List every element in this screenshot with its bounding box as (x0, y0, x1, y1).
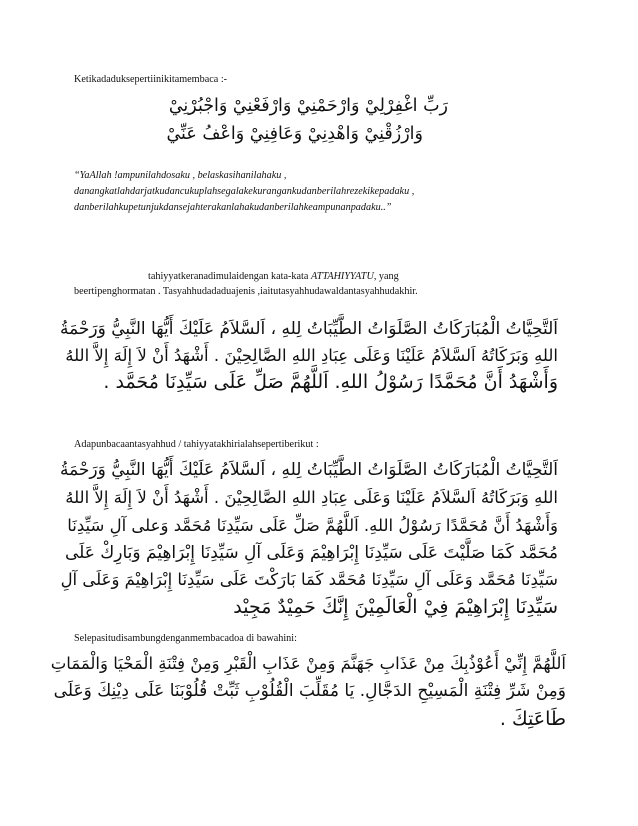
translation-line-2 (74, 184, 414, 200)
tahiyyat-akhir-line-2: اللهِ وَبَرَكَاتُهُ اَلسَّلاَمُ عَلَيْنَا وَعَلَى عِبَادِ اللهِ الصَّالِحِيْنَ . أَشْهَدُ أَنْ لاَ إِلَهَ إِلاَّ اللهُ (65, 488, 558, 507)
tahiyyat-akhir-line-5: سَيِّدِنَا مُحَمَّد وَعَلَى آلِ سَيِّدِنَا مُحَمَّد كَمَا بَارَكْتَ عَلَى سَيِّدِنَا إِبْرَاهِيْمَ وَعَلَى آلِ (60, 570, 558, 589)
translation-block (74, 168, 414, 216)
tahiyyat-awal-line-3: وَأَشْهَدُ أَنَّ مُحَمَّدًا رَسُوْلُ اللهِ. اَللَّهُمَّ صَلِّ عَلَى سَيِّدِنَا مُحَمَّد . (103, 371, 558, 393)
tahiyyat-intro-pre: tahiyyatkeranadimulaidengan kata-kata (148, 271, 311, 282)
tahiyyat-akhir-line-4: مُحَمَّد كَمَا صَلَّيْتَ عَلَى سَيِّدِنَا إِبْرَاهِيْمَ وَعَلَى آلِ سَيِّدِنَا إِبْرَاهِيْمَ وَبَارِكْ عَلَى (64, 543, 558, 563)
tahiyyat-intro-line-2: beertipenghormatan . Tasyahhudadaduajenis ,iaitutasyahhudawaldantasyahhudakhir. (74, 286, 418, 297)
tahiyyat-intro-post: , yang (373, 271, 399, 282)
translation-line-2b: danberilahrezekikepadaku , (301, 186, 415, 197)
tahiyyat-awal-line-2: اللهِ وَبَرَكَاتُهُ اَلسَّلاَمُ عَلَيْنَا وَعَلَى عِبَادِ اللهِ الصَّالِحِيْنَ . أَشْهَدُ أَنْ لاَ إِلَهَ إِلاَّ اللهُ (65, 346, 558, 365)
dua-line-1: رَبِّ اغْفِرْلِيْ وَارْحَمْنِيْ وَارْفَعْنِيْ وَاجْبُرْنِيْ (168, 96, 448, 116)
tahiyyat-intro-emph: ATTAHIYYATU (310, 271, 374, 282)
tahiyyat-akhir-line-3: وَأَشْهَدُ أَنَّ مُحَمَّدًا رَسُوْلُ اللهِ. اَللَّهُمَّ صَلِّ عَلَى سَيِّدِنَا مُحَمَّد وَعلى آلِ سَيِّدِنَا (67, 516, 558, 535)
doa-intro-text: Selepasitudisambungdenganmembacadoa di bawahini: (74, 633, 297, 644)
tahiyyat-akhir-line-6: سَيِّدِنَا إِبْرَاهِيْمَ فِيْ الْعَالَمِيْنَ إِنَّكَ حَمِيْدٌ مَجِيْد (233, 596, 558, 618)
dua-line-2: وَارْزُقْنِيْ وَاهْدِنِيْ وَعَافِنِيْ وَاعْفُ عَنِّيْ (166, 124, 423, 144)
translation-line-3: danberilahkupetunjukdansejahterakanlahakudanberilahkeampunanpadaku..” (74, 202, 392, 213)
tahiyyat-intro-line-1 (148, 270, 399, 284)
doa-line-2: وَمِنْ شَرِّ فِتْنَةِ الْمَسِيْحِ الدَجَّالِ. يَا مُقَلِّبَ الْقُلُوْبِ ثَبِّتْ قُلُوْبَنَا عَلَى دِيْنِكَ وَعَلَى (53, 681, 566, 701)
tahiyyat-awal-line-1: اَلتَّحِيَّاتُ الْمُبَارَكَاتُ الصَّلَوَاتُ الطَّيِّبَاتُ لِلهِ ، اَلسَّلاَمُ عَلَيْكَ أَيُّهَا النَّبِيُّ وَرَحْمَةُ (59, 319, 558, 339)
intro-text: Ketikadaduksepertiinikitamembaca :- (74, 74, 228, 85)
doa-line-1: اَللَّهُمَّ إِنِّيْ أَعُوْذُبِكَ مِنْ عَذَابِ جَهَنَّمَ وَمِنْ عَذَابِ الْقَبْرِ وَمِنْ فِتْنَةِ الْمَحْيَا وَالْمَمَاتِ (50, 654, 566, 673)
tahiyyat-akhir-line-1: اَلتَّحِيَّاتُ الْمُبَارَكَاتُ الصَّلَوَاتُ الطَّيِّبَاتُ لِلهِ ، اَلسَّلاَمُ عَلَيْكَ أَيُّهَا النَّبِيُّ وَرَحْمَةُ (59, 460, 558, 480)
translation-line-2a: danangkatlahdarjatkudancukuplahsegalakekuranganku (74, 186, 302, 197)
akhir-intro-text: Adapunbacaantasyahhud / tahiyyatakhirialahsepertiberikut : (74, 439, 319, 450)
doa-line-3: طَاعَتِكَ . (499, 708, 566, 730)
translation-line-1: “YaAllah !ampunilahdosaku , belaskasihanilahaku , (74, 170, 287, 181)
